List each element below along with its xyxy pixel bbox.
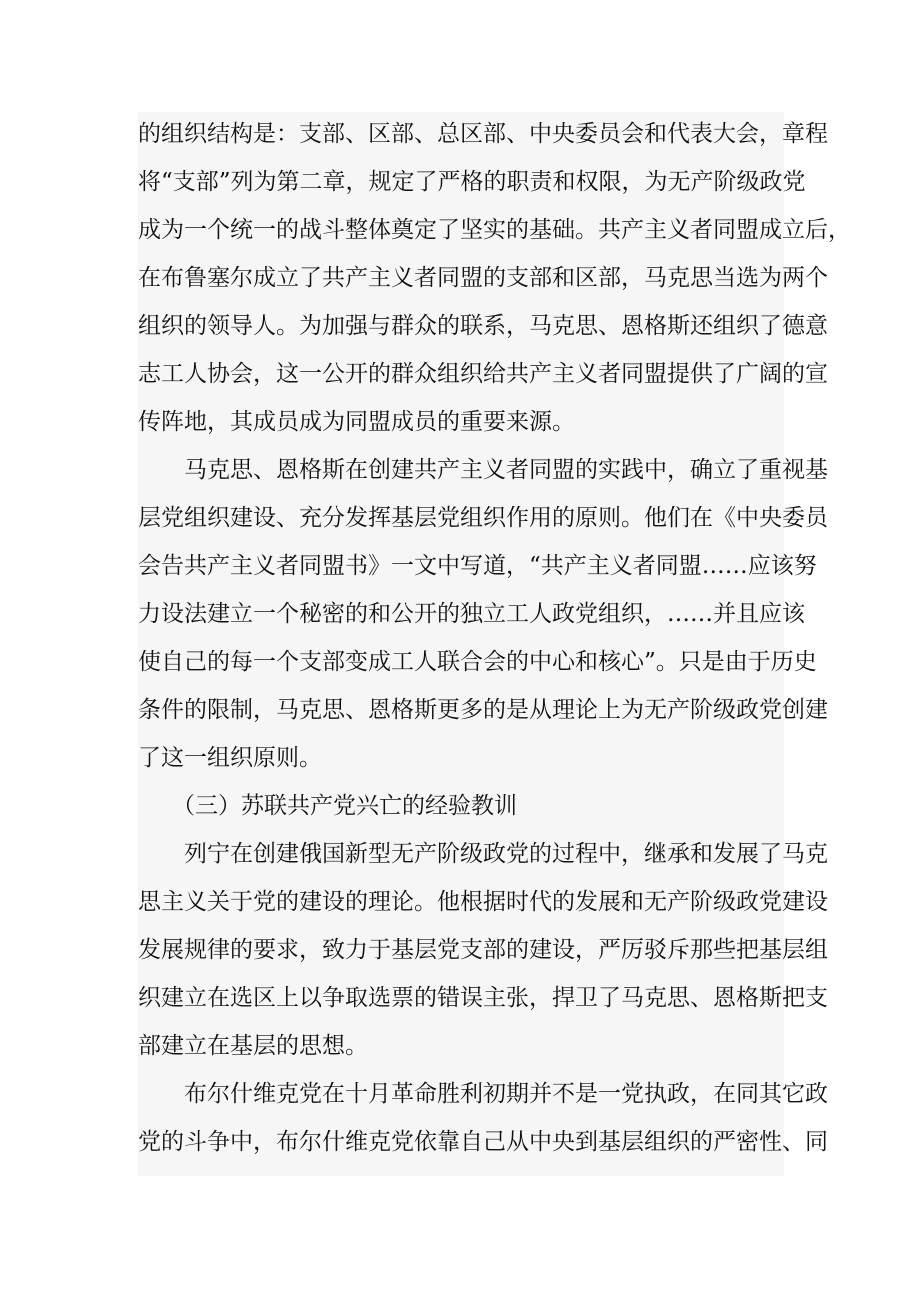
paragraph-line: 组织的领导人。为加强与群众的联系，马克思、恩格斯还组织了德意 [138,313,828,339]
paragraph-line: 的组织结构是：支部、区部、总区部、中央委员会和代表大会，章程 [138,121,828,147]
paragraph-line: 列宁在创建俄国新型无产阶级政党的过程中，继承和发展了马克 [184,841,828,867]
paragraph-line: 在布鲁塞尔成立了共产主义者同盟的支部和区部，马克思当选为两个 [138,265,828,291]
paragraph-line: 党的斗争中，布尔什维克党依靠自己从中央到基层组织的严密性、同 [138,1129,828,1155]
paragraph-line: 发展规律的要求，致力于基层党支部的建设，严厉驳斥那些把基层组 [138,937,828,963]
paragraph-line: 条件的限制，马克思、恩格斯更多的是从理论上为无产阶级政党创建 [138,697,828,723]
paragraph-line: 将“支部”列为第二章，规定了严格的职责和权限，为无产阶级政党 [138,169,806,195]
paragraph-line: 力设法建立一个秘密的和公开的独立工人政党组织，……并且应该 [138,601,805,627]
paragraph-line: 成为一个统一的战斗整体奠定了坚实的基础。共产主义者同盟成立后， [138,217,851,243]
paragraph-line: 层党组织建设、充分发挥基层党组织作用的原则。他们在《中央委员 [138,505,828,531]
paragraph-line: 马克思、恩格斯在创建共产主义者同盟的实践中，确立了重视基 [184,457,828,483]
paragraph-line: 会告共产主义者同盟书》一文中写道，“共产主义者同盟……应该努 [138,553,817,579]
paragraph-line: 使自己的每一个支部变成工人联合会的中心和核心”。只是由于历史 [138,649,817,675]
section-heading: （三）苏联共产党兴亡的经验教训 [172,793,517,819]
paragraph-line: 志工人协会，这一公开的群众组织给共产主义者同盟提供了广阔的宣 [138,361,828,387]
paragraph-line: 传阵地，其成员成为同盟成员的重要来源。 [138,409,575,435]
paragraph-line: 织建立在选区上以争取选票的错误主张，捍卫了马克思、恩格斯把支 [138,985,828,1011]
paragraph-line: 了这一组织原则。 [138,745,322,771]
paragraph-line: 部建立在基层的思想。 [138,1033,368,1059]
paragraph-line: 布尔什维克党在十月革命胜利初期并不是一党执政，在同其它政 [184,1081,828,1107]
paragraph-line: 思主义关于党的建设的理论。他根据时代的发展和无产阶级政党建设 [138,889,828,915]
